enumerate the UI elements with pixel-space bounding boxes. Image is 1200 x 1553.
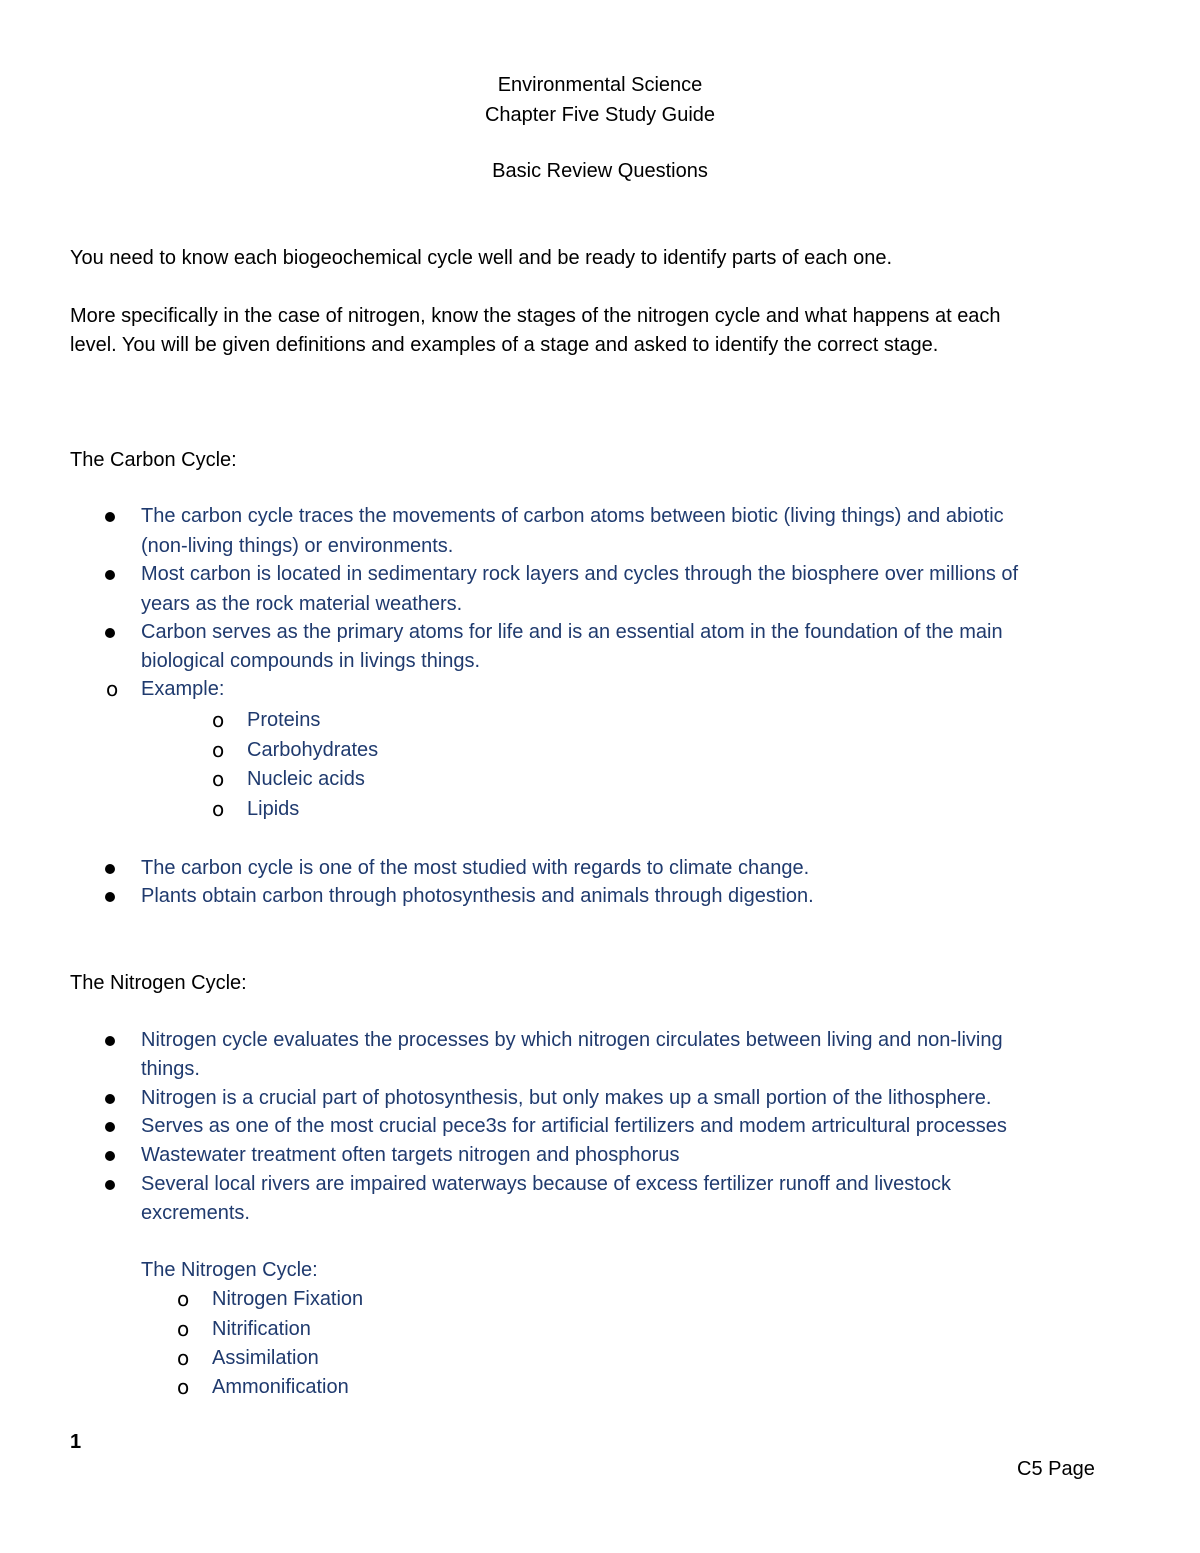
nitrogen-stage-item: Ammonification <box>212 1376 349 1398</box>
bullet-icon <box>105 1151 115 1161</box>
bullet-icon <box>105 892 115 902</box>
carbon-bullet-1-line-2: (non-living things) or environments. <box>141 535 454 557</box>
carbon-bullet-3-line-2: biological compounds in livings things. <box>141 650 481 672</box>
bullet-icon <box>105 1094 115 1104</box>
bullet-icon <box>105 512 115 522</box>
nitrogen-bullet-1-line-2: things. <box>141 1058 200 1080</box>
bullet-icon <box>105 1036 115 1046</box>
ring-bullet-icon: o <box>212 738 225 762</box>
carbon-example-item: Nucleic acids <box>247 768 365 790</box>
carbon-bullet-1-line-1: The carbon cycle traces the movements of carbon atoms between biotic (living things) and abiotic <box>141 505 1004 527</box>
carbon-example-item: Proteins <box>247 709 321 731</box>
nitrogen-cycle-heading: The Nitrogen Cycle: <box>70 972 247 994</box>
carbon-bullet-2-line-2: years as the rock material weathers. <box>141 593 463 615</box>
carbon-cycle-heading: The Carbon Cycle: <box>70 449 237 471</box>
ring-bullet-icon: o <box>106 677 119 701</box>
section-heading: Basic Review Questions <box>492 160 708 182</box>
nitrogen-stages-heading: The Nitrogen Cycle: <box>141 1259 318 1281</box>
page-number: 1 <box>70 1431 82 1453</box>
nitrogen-bullet-3: Serves as one of the most crucial pece3s for artificial fertilizers and modem artricultural processes <box>141 1115 1007 1137</box>
carbon-example-label: Example: <box>141 678 225 700</box>
document-subtitle: Chapter Five Study Guide <box>484 104 716 126</box>
bullet-icon <box>105 1180 115 1190</box>
bullet-icon <box>105 1122 115 1132</box>
intro-paragraph-2-line-2: level. You will be given definitions and examples of a stage and asked to identify the correct stage. <box>70 334 939 356</box>
document-title: Environmental Science <box>497 74 703 96</box>
nitrogen-stage-item: Nitrification <box>212 1318 311 1340</box>
nitrogen-stage-item: Assimilation <box>212 1347 319 1369</box>
carbon-bullet-5: Plants obtain carbon through photosynthesis and animals through digestion. <box>141 885 814 907</box>
intro-paragraph-1: You need to know each biogeochemical cycle well and be ready to identify parts of each one. <box>70 247 893 269</box>
carbon-example-item: Lipids <box>247 798 300 820</box>
nitrogen-bullet-4: Wastewater treatment often targets nitrogen and phosphorus <box>141 1144 680 1166</box>
ring-bullet-icon: o <box>177 1287 190 1311</box>
ring-bullet-icon: o <box>177 1375 190 1399</box>
nitrogen-bullet-2: Nitrogen is a crucial part of photosynthesis, but only makes up a small portion of the lithosphere. <box>141 1087 992 1109</box>
carbon-example-item: Carbohydrates <box>247 739 379 761</box>
bullet-icon <box>105 570 115 580</box>
ring-bullet-icon: o <box>212 797 225 821</box>
ring-bullet-icon: o <box>212 708 225 732</box>
bullet-icon <box>105 864 115 874</box>
carbon-bullet-3-line-1: Carbon serves as the primary atoms for life and is an essential atom in the foundation of the main <box>141 621 1003 643</box>
ring-bullet-icon: o <box>212 767 225 791</box>
carbon-bullet-4: The carbon cycle is one of the most studied with regards to climate change. <box>141 857 810 879</box>
intro-paragraph-2-line-1: More specifically in the case of nitrogen, know the stages of the nitrogen cycle and what happens at each <box>70 305 1001 327</box>
nitrogen-stage-item: Nitrogen Fixation <box>212 1288 364 1310</box>
nitrogen-bullet-1-line-1: Nitrogen cycle evaluates the processes by which nitrogen circulates between living and non-living <box>141 1029 1003 1051</box>
bullet-icon <box>105 628 115 638</box>
ring-bullet-icon: o <box>177 1346 190 1370</box>
carbon-bullet-2-line-1: Most carbon is located in sedimentary rock layers and cycles through the biosphere over millions of <box>141 563 1019 585</box>
nitrogen-bullet-5-line-1: Several local rivers are impaired waterways because of excess fertilizer runoff and livestock <box>141 1173 951 1195</box>
ring-bullet-icon: o <box>177 1317 190 1341</box>
page-label: C5 Page <box>1017 1458 1095 1480</box>
nitrogen-bullet-5-line-2: excrements. <box>141 1202 250 1224</box>
